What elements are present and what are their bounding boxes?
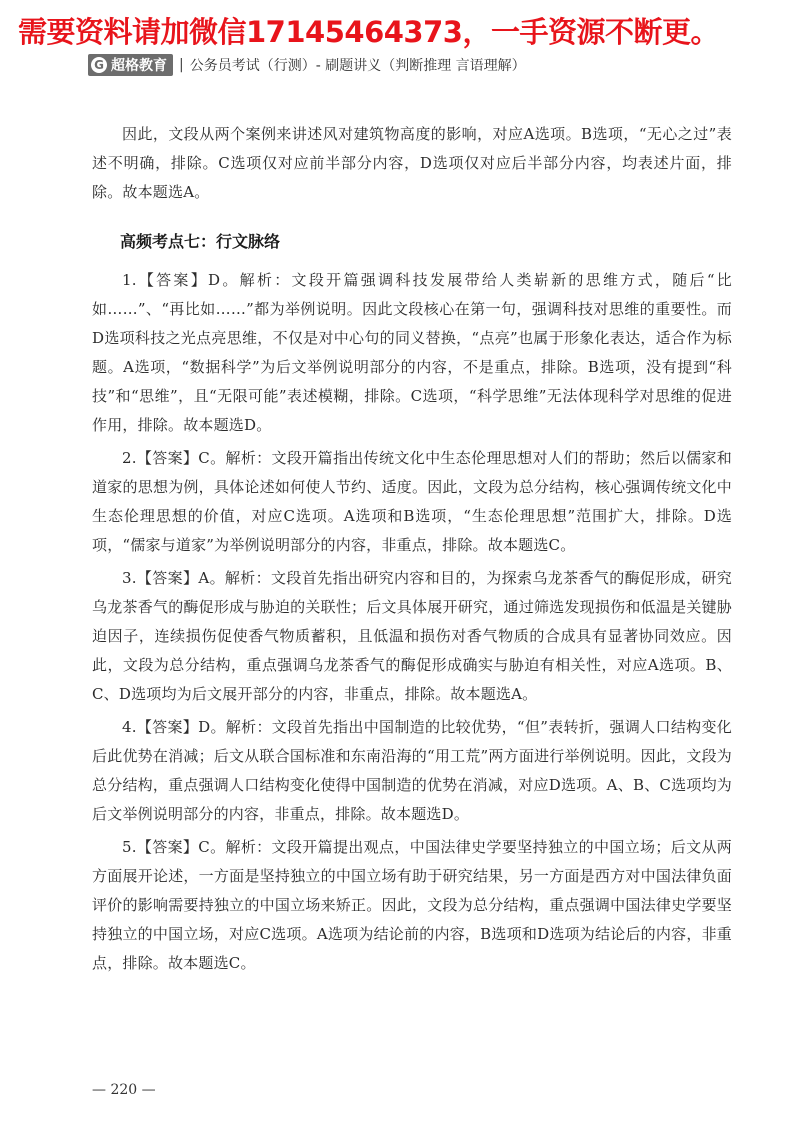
page-content (92, 120, 732, 982)
answer-item-4: 4.【答案】D。解析：文段首先指出中国制造的比较优势，“但”表转折，强调人口结构变化后此优势在消减；后文从联合国标准和东南沿海的“用工荒”两方面进行举例说明。因此，文段为总分结构，重点强调人口结构变化使得中国制造的优势在消减，对应D选项。A、B、C选项均为后文举例说明部分的内容，非重点，排除。故本题选D。 (92, 718, 732, 823)
section-title: 高频考点七：行文脉络 (120, 232, 281, 251)
page-number: — 220 — (92, 1082, 156, 1098)
answer-item-5: 5.【答案】C。解析：文段开篇提出观点，中国法律史学要坚持独立的中国立场；后文从两方面展开论述，一方面是坚持独立的中国立场有助于研究结果，另一方面是西方对中国法律负面评价的影响需要持独立的中国立场来矫正。因此，文段为总分结构，重点强调中国法律史学要坚持独立的中国立场，对应C选项。A选项为结论前的内容，B选项和D选项为结论后的内容，非重点，排除。故本题选C。 (92, 838, 732, 972)
publisher-logo (88, 54, 173, 76)
page-header (88, 52, 728, 78)
answer-item-1: 1.【答案】D。解析：文段开篇强调科技发展带给人类崭新的思维方式，随后“比如……”、“再比如……”都为举例说明。因此文段核心在第一句，强调科技对思维的重要性。而D选项科技之光点亮思维，不仅是对中心句的同义替换，“点亮”也属于形象化表达，适合作为标题。A选项，“数据科学”为后文举例说明部分的内容，不是重点，排除。B选项，没有提到“科技”和“思维”，且“无限可能”表述模糊，排除。C选项，“科学思维”无法体现科学对思维的促进作用，排除。故本题选D。 (92, 271, 732, 434)
book-title: 公务员考试（行测）- 刷题讲义（判断推理 言语理解） (189, 58, 526, 74)
answer-item-2: 2.【答案】C。解析：文段开篇指出传统文化中生态伦理思想对人们的帮助；然后以儒家和道家的思想为例，具体论述如何使人节约、适度。因此，文段为总分结构，核心强调传统文化中生态伦理思想的价值，对应C选项。A选项和B选项，“生态伦理思想”范围扩大，排除。D选项，“儒家与道家”为举例说明部分的内容，非重点，排除。故本题选C。 (92, 449, 732, 554)
logo-text: 超格教育 (111, 58, 167, 74)
continuation-paragraph: 因此，文段从两个案例来讲述风对建筑物高度的影响，对应A选项。B选项，“无心之过”表述不明确，排除。C选项仅对应前半部分内容，D选项仅对应后半部分内容，均表述片面，排除。故本题选A。 (92, 125, 732, 201)
promo-banner: 需要资料请加微信17145464373，一手资源不断更。 (18, 15, 719, 49)
answer-item-3: 3.【答案】A。解析：文段首先指出研究内容和目的，为探索乌龙茶香气的酶促形成，研究乌龙茶香气的酶促形成与胁迫的关联性；后文具体展开研究，通过筛选发现损伤和低温是关键胁迫因子，连续损伤促使香气物质蓄积，且低温和损伤对香气物质的合成具有显著协同效应。因此，文段为总分结构，重点强调乌龙茶香气的酶促形成确实与胁迫有相关性，对应A选项。B、C、D选项均为后文展开部分的内容，非重点，排除。故本题选A。 (92, 569, 732, 703)
header-separator: | (179, 57, 184, 73)
logo-g-icon: G (91, 57, 107, 73)
